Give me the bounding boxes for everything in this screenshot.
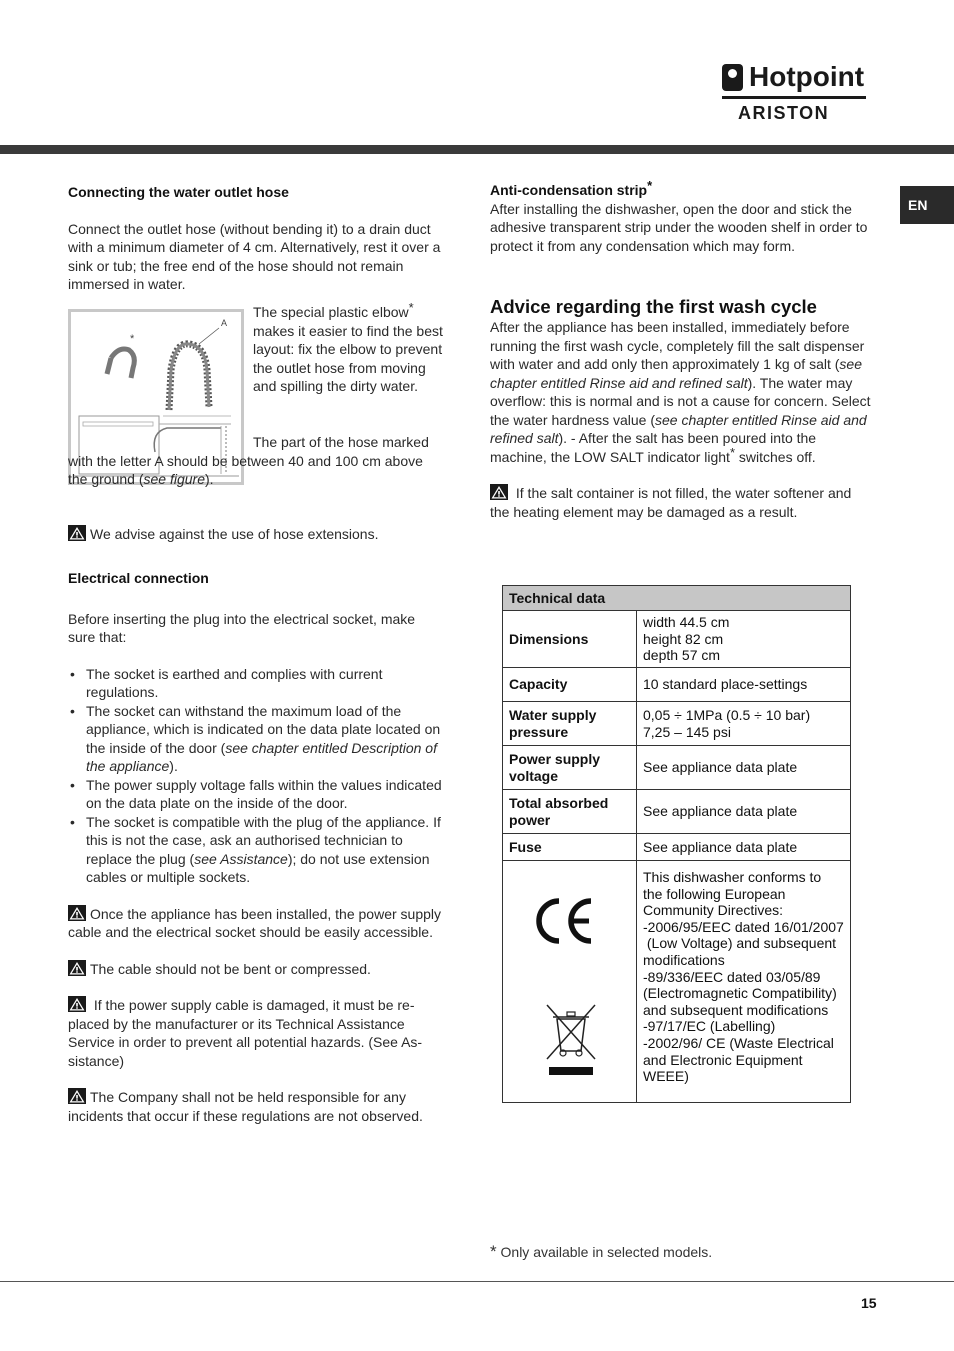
warning-salt <box>490 484 872 521</box>
footnote-star: * <box>490 1242 497 1261</box>
power-value: See appliance data plate <box>637 790 851 834</box>
strip-paragraph: After installing the dishwasher, open the door and stick the adhesive transparent strip under the wooden shelf in order to protect it from any condensation which may form. <box>490 200 868 254</box>
brand-name: Hotpoint <box>749 61 865 92</box>
bullet-text: The socket is compatible with the plug of the appliance. If this is not the case, ask an authorised technician to replace the plug ( <box>86 813 441 867</box>
hose-a-paragraph <box>68 433 446 489</box>
advice-ref: see chapter entitled Rinse aid and refined salt <box>490 356 862 391</box>
warning-triangle-icon <box>68 905 86 921</box>
ce-mark-icon <box>529 891 599 951</box>
warning-extensions-text: We advise against the use of hose extensions. <box>90 526 379 542</box>
hose-a-end: ). <box>204 471 214 487</box>
capacity-label: Capacity <box>503 668 637 702</box>
elbow-text-start: The special plastic elbow <box>253 304 409 320</box>
power-label: Total absorbed power <box>503 790 637 834</box>
warning-triangle-icon <box>68 525 86 541</box>
warning-triangle-icon <box>490 484 508 500</box>
table-row <box>503 861 851 1103</box>
warning-company <box>68 1088 446 1125</box>
certification-marks <box>503 861 637 1103</box>
advice-text: ). - After the salt has been poured into the machine, the LOW SALT indicator light <box>490 430 817 465</box>
list-item: • The socket is earthed and complies with current regulations. <box>68 665 446 702</box>
footnote <box>490 1242 712 1262</box>
bullet-text-end: ); do not use extension cables or multiple sockets. <box>86 850 430 885</box>
warning-damaged-text: If the power supply cable is damaged, it must be re-placed by the manufacturer or its Technical Assistance Service in order to prevent all potential hazards. (See As-sistance) <box>68 997 423 1069</box>
warning-bent-text: The cable should not be bent or compressed. <box>90 960 371 977</box>
footer-divider <box>0 1281 954 1282</box>
warning-triangle-icon <box>68 960 86 976</box>
table-header-row <box>503 586 851 611</box>
strip-heading <box>490 178 870 200</box>
dimensions-value <box>637 611 851 668</box>
outlet-heading: Connecting the water outlet hose <box>68 184 289 200</box>
table-row <box>503 611 851 668</box>
directive-line: (Low Voltage) and subsequent modifications <box>643 935 840 968</box>
electrical-list <box>68 665 446 887</box>
directive-line: -2006/95/EEC dated 16/01/2007 <box>643 918 844 935</box>
footnote-text: Only available in selected models. <box>500 1244 713 1260</box>
elbow-paragraph <box>253 300 448 396</box>
warning-triangle-icon <box>68 996 86 1012</box>
electrical-section <box>68 569 446 1125</box>
table-row <box>503 702 851 746</box>
advice-text-end: switches off. <box>738 448 816 465</box>
fuse-label: Fuse <box>503 834 637 861</box>
capacity-value: 10 standard place-settings <box>637 668 851 702</box>
hose-a-section <box>68 433 446 489</box>
warning-damaged <box>68 996 446 1070</box>
hose-a-text: The part of the hose marked with the letter A should be between 40 and 100 cm above the ground ( <box>68 434 429 487</box>
bullet-ref: see chapter entitled Description of the appliance <box>86 739 437 774</box>
advice-text: ). The water may overflow: this is normal and is not a cause for concern. Select the water hardness value ( <box>490 374 871 428</box>
warning-bent <box>68 960 446 979</box>
advice-ref: see chapter entitled Rinse aid and refined salt <box>490 411 867 446</box>
advice-heading: Advice regarding the first wash cycle <box>490 296 817 317</box>
warning-triangle-icon <box>68 1088 86 1104</box>
dimension-depth: depth 57 cm <box>643 647 721 664</box>
table-row <box>503 668 851 702</box>
crossed-bin-icon <box>541 1001 601 1081</box>
table-title: Technical data <box>503 586 851 611</box>
ce-mark-text: CE <box>529 891 531 892</box>
voltage-label: Power supply voltage <box>503 746 637 790</box>
advice-section <box>490 296 872 521</box>
directive-line: -97/17/EC (Labelling) <box>643 1018 776 1035</box>
table-row <box>503 746 851 790</box>
table-row <box>503 834 851 861</box>
strip-section <box>490 178 870 255</box>
elbow-section <box>253 300 448 396</box>
water-pressure-bar: 0,05 ÷ 1MPa (0.5 ÷ 10 bar) <box>643 707 811 723</box>
logo-divider <box>722 96 866 99</box>
list-item: • The power supply voltage falls within the values indicated on the data plate on the inside of the door. <box>68 776 446 813</box>
figure-a-label: A <box>221 318 228 328</box>
advice-paragraph <box>490 318 872 466</box>
electrical-heading: Electrical connection <box>68 570 209 586</box>
bullet-text-end: ). <box>169 758 178 774</box>
directives-cell <box>637 861 851 1103</box>
list-item <box>68 702 446 776</box>
warning-company-text: The Company shall not be held responsible for any incidents that occur if these regulations are not observed. <box>68 1089 423 1124</box>
advice-text: After the appliance has been installed, immediately before running the first wash cycle, completely fill the salt dispenser with water and add only then approximately 1 kg of salt ( <box>490 319 865 372</box>
page-number: 15 <box>861 1295 877 1311</box>
water-pressure-psi: 7,25 – 145 psi <box>643 723 731 740</box>
bullet-ref: see Assistance <box>194 850 288 867</box>
dimension-width: width 44.5 cm <box>643 614 730 631</box>
directive-line: This dishwasher conforms to the following European Community Directives: <box>643 869 822 919</box>
dimensions-label: Dimensions <box>503 611 637 668</box>
strip-heading-text: Anti-condensation strip <box>490 182 648 198</box>
list-item <box>68 813 446 887</box>
electrical-intro: Before inserting the plug into the electrical socket, make sure that: <box>68 610 416 645</box>
technical-data-table <box>502 585 851 1103</box>
hotpoint-mark-icon <box>722 64 743 91</box>
warning-extensions <box>68 525 446 544</box>
hose-a-ref: see figure <box>143 471 205 487</box>
warning-salt-text: If the salt container is not filled, the water softener and the heating element may be damaged as a result. <box>490 485 852 520</box>
figure-star-label: * <box>130 333 135 345</box>
water-pressure-label: Water supply pressure <box>503 702 637 746</box>
header-bar <box>0 145 954 154</box>
fuse-value: See appliance data plate <box>637 834 851 861</box>
footnote-marker: * <box>408 300 414 315</box>
outlet-section <box>68 183 446 294</box>
directive-line: -2002/96/ CE (Waste Electrical and Electronic Equipment WEEE) <box>643 1034 834 1085</box>
bullet-text: The socket can withstand the maximum load of the appliance, which is indicated on the data plate located on the inside of the door ( <box>86 702 441 756</box>
language-tab: EN <box>900 186 954 224</box>
elbow-text-end: makes it easier to find the best layout: fix the elbow to prevent the outlet hose from moving and spilling the dirty water. <box>253 322 443 394</box>
table-row <box>503 790 851 834</box>
warning-access <box>68 905 446 942</box>
footnote-marker: * <box>729 444 735 460</box>
brand-logo <box>722 60 868 124</box>
brand-subname: ARISTON <box>738 103 830 123</box>
outlet-paragraph: Connect the outlet hose (without bending it) to a drain duct with a minimum diameter of 4 cm. Alternatively, rest it over a sink or tub; the free end of the hose should not remain immersed in water. <box>68 220 441 292</box>
directive-line: -89/336/EEC dated 03/05/89 (Electromagnetic Compatibility) and subsequent modifications <box>643 968 837 1018</box>
dimension-height: height 82 cm <box>643 630 724 647</box>
footnote-marker: * <box>647 178 653 193</box>
water-pressure-value <box>637 702 851 746</box>
voltage-value: See appliance data plate <box>637 746 851 790</box>
warning-access-text: Once the appliance has been installed, the power supply cable and the electrical socket should be easily accessible. <box>68 905 442 940</box>
